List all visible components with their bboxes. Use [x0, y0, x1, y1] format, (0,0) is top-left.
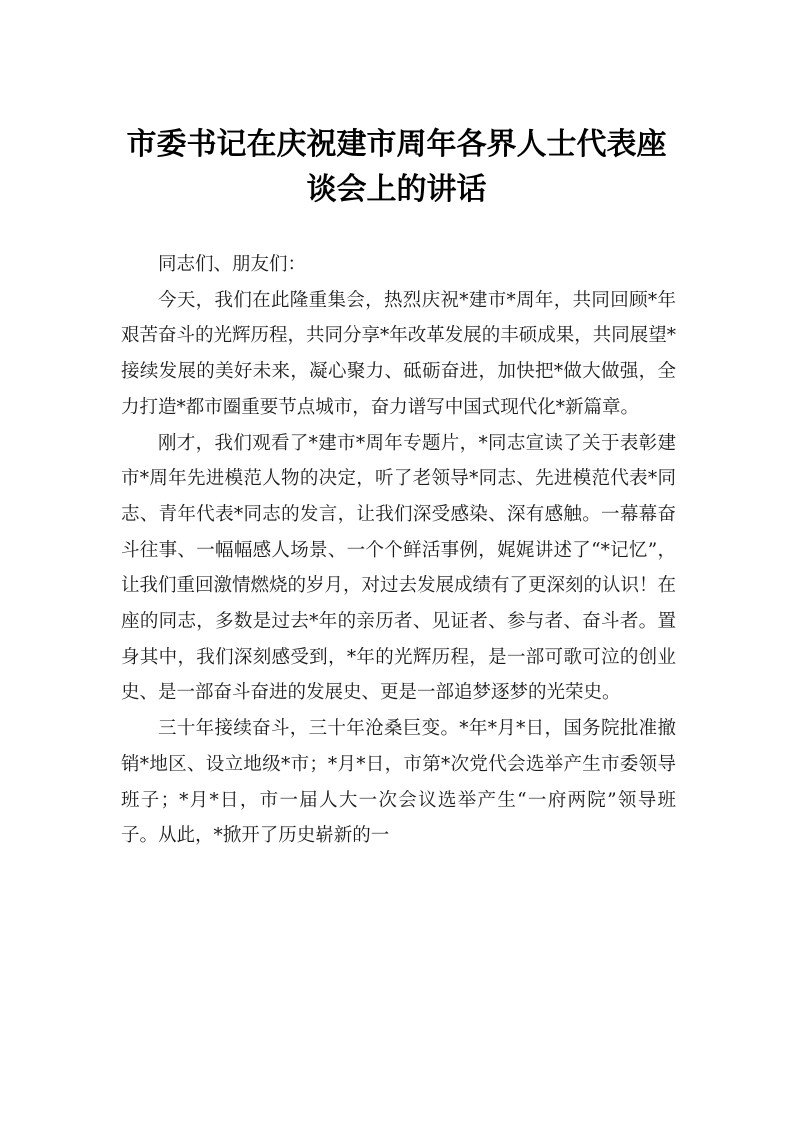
document-title-line-2: 谈会上的讲话: [306, 172, 487, 207]
salutation-paragraph: 同志们、朋友们：: [158, 254, 307, 275]
body-paragraph-1: 今天，我们在此隆重集会，热烈庆祝*建市*周年，共同回顾*年艰苦奋斗的光辉历程，共同分享*年改革发展的丰硕成果，共同展望*接续发展的美好未来，凝心聚力、砥砺奋进，加快把*做大做强，全力打造*都市圈重要节点城市，奋力谱写中国式现代化*新篇章。: [121, 289, 677, 418]
body-paragraph-2: 刚才，我们观看了*建市*周年专题片，*同志宣读了关于表彰建市*周年先进模范人物的决定，听了老领导*同志、先进模范代表*同志、青年代表*同志的发言，让我们深受感染、深有感触。一幕幕奋斗往事、一幅幅感人场景、一个个鲜活事例，娓娓讲述了“*记忆”，让我们重回激情燃烧的岁月，对过去发展成绩有了更深刻的认识！在座的同志，多数是过去*年的亲历者、见证者、参与者、奋斗者。置身其中，我们深刻感受到，*年的光辉历程，是一部可歌可泣的创业史、是一部奋斗奋进的发展史、更是一部追梦逐梦的光荣史。: [121, 432, 677, 704]
document-title-line-1: 市委书记在庆祝建市周年各界人士代表座: [126, 127, 667, 162]
body-paragraph-3: 三十年接续奋斗，三十年沧桑巨变。*年*月*日，国务院批准撤销*地区、设立地级*市；*月*日，市第*次党代会选举产生市委领导班子；*月*日，市一届人大一次会议选举产生“一府两院”领导班子。从此，*掀开了历史崭新的一: [121, 718, 676, 847]
document-body: [121, 247, 676, 854]
